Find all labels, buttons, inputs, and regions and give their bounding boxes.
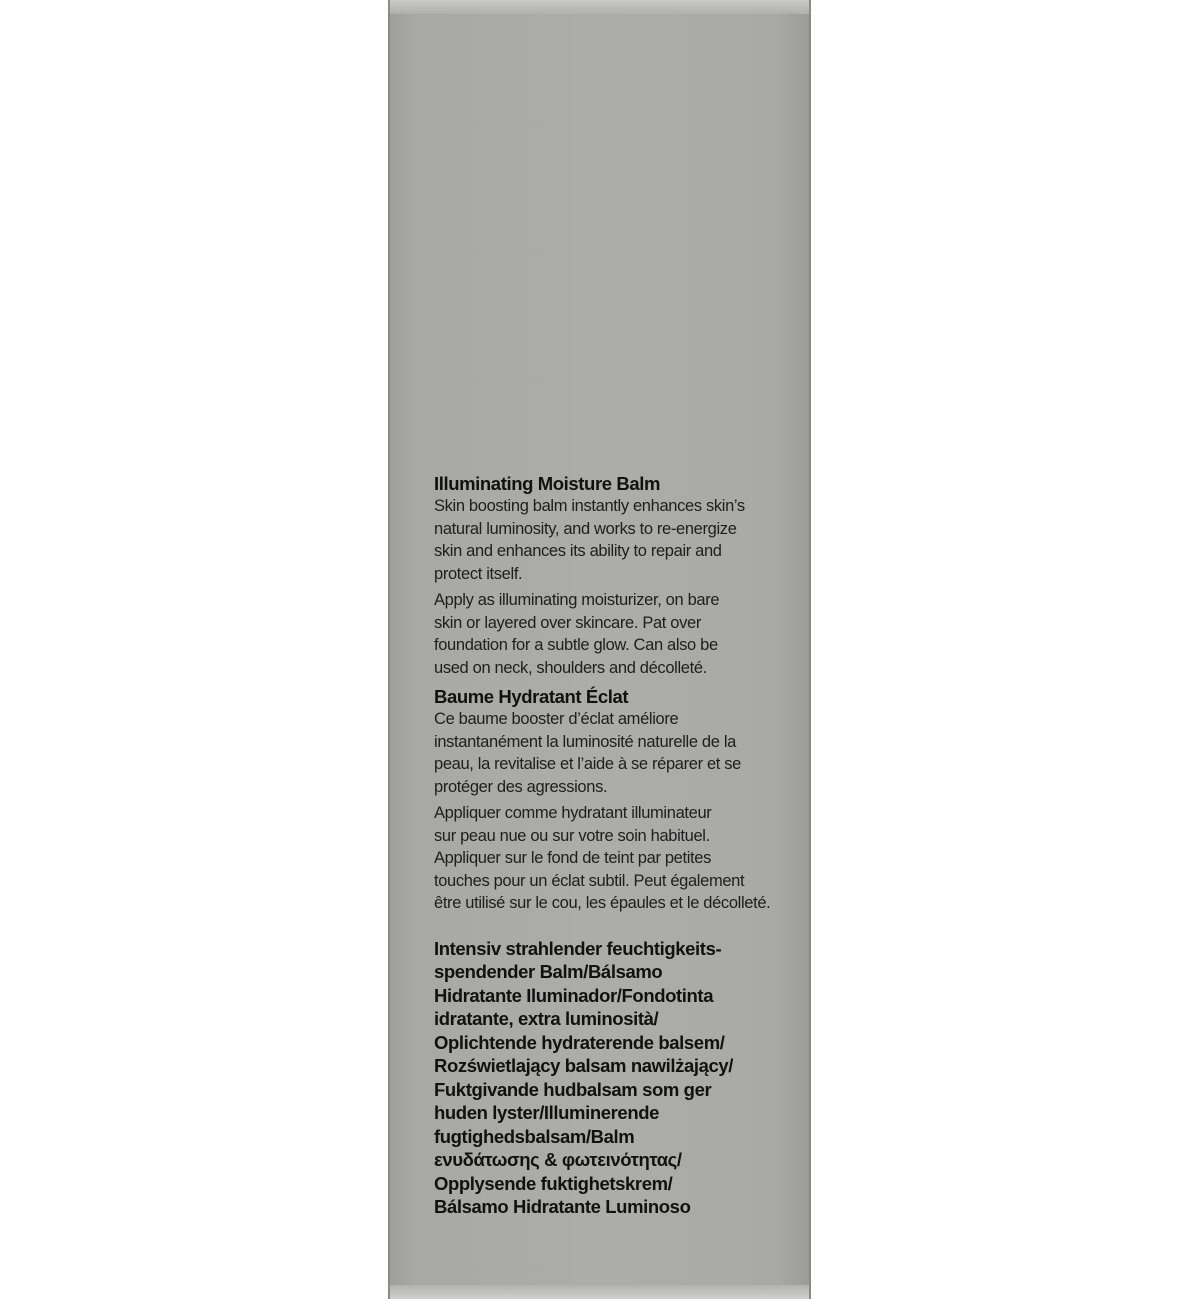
box-label-copy [434,472,774,1219]
box-top-edge [390,0,809,14]
french-directions: Appliquer comme hydratant illuminateur sur peau nue ou sur votre soin habituel. Appliquer sur le fond de teint par petites touches pour un éclat subtil. Peut également être utilisé sur le cou, les épaules et le décolleté. [434,804,771,912]
box-bottom-edge [390,1285,809,1299]
translated-product-names: Intensiv strahlender feuchtigkeits- spendender Balm/Bálsamo Hidratante Iluminador/Fondotinta idratante, extra luminosità/ Oplichtende hydraterende balsem/ Rozświetlający balsam nawilżający/ Fuktgivande hudbalsam som ger huden lyster/Illuminerende fugtighedsbalsam/Balm ενυδάτωσης & φωτεινότητας/ Opplysende fuktighetskrem/ Bálsamo Hidratante Luminoso [434,937,733,1217]
english-title: Illuminating Moisture Balm [434,473,661,494]
english-directions: Apply as illuminating moisturizer, on bare skin or layered over skincare. Pat over foundation for a subtle glow. Can also be used on neck, shoulders and décolleté. [434,591,720,677]
english-description: Skin boosting balm instantly enhances skin’s natural luminosity, and works to re-energize skin and enhances its ability to repair and protect itself. [434,497,745,583]
french-title: Baume Hydratant Éclat [434,686,629,707]
product-box [388,0,811,1299]
french-description: Ce baume booster d’éclat améliore instantanément la luminosité naturelle de la peau, la revitalise et l’aide à se réparer et se protéger des agressions. [434,710,741,796]
